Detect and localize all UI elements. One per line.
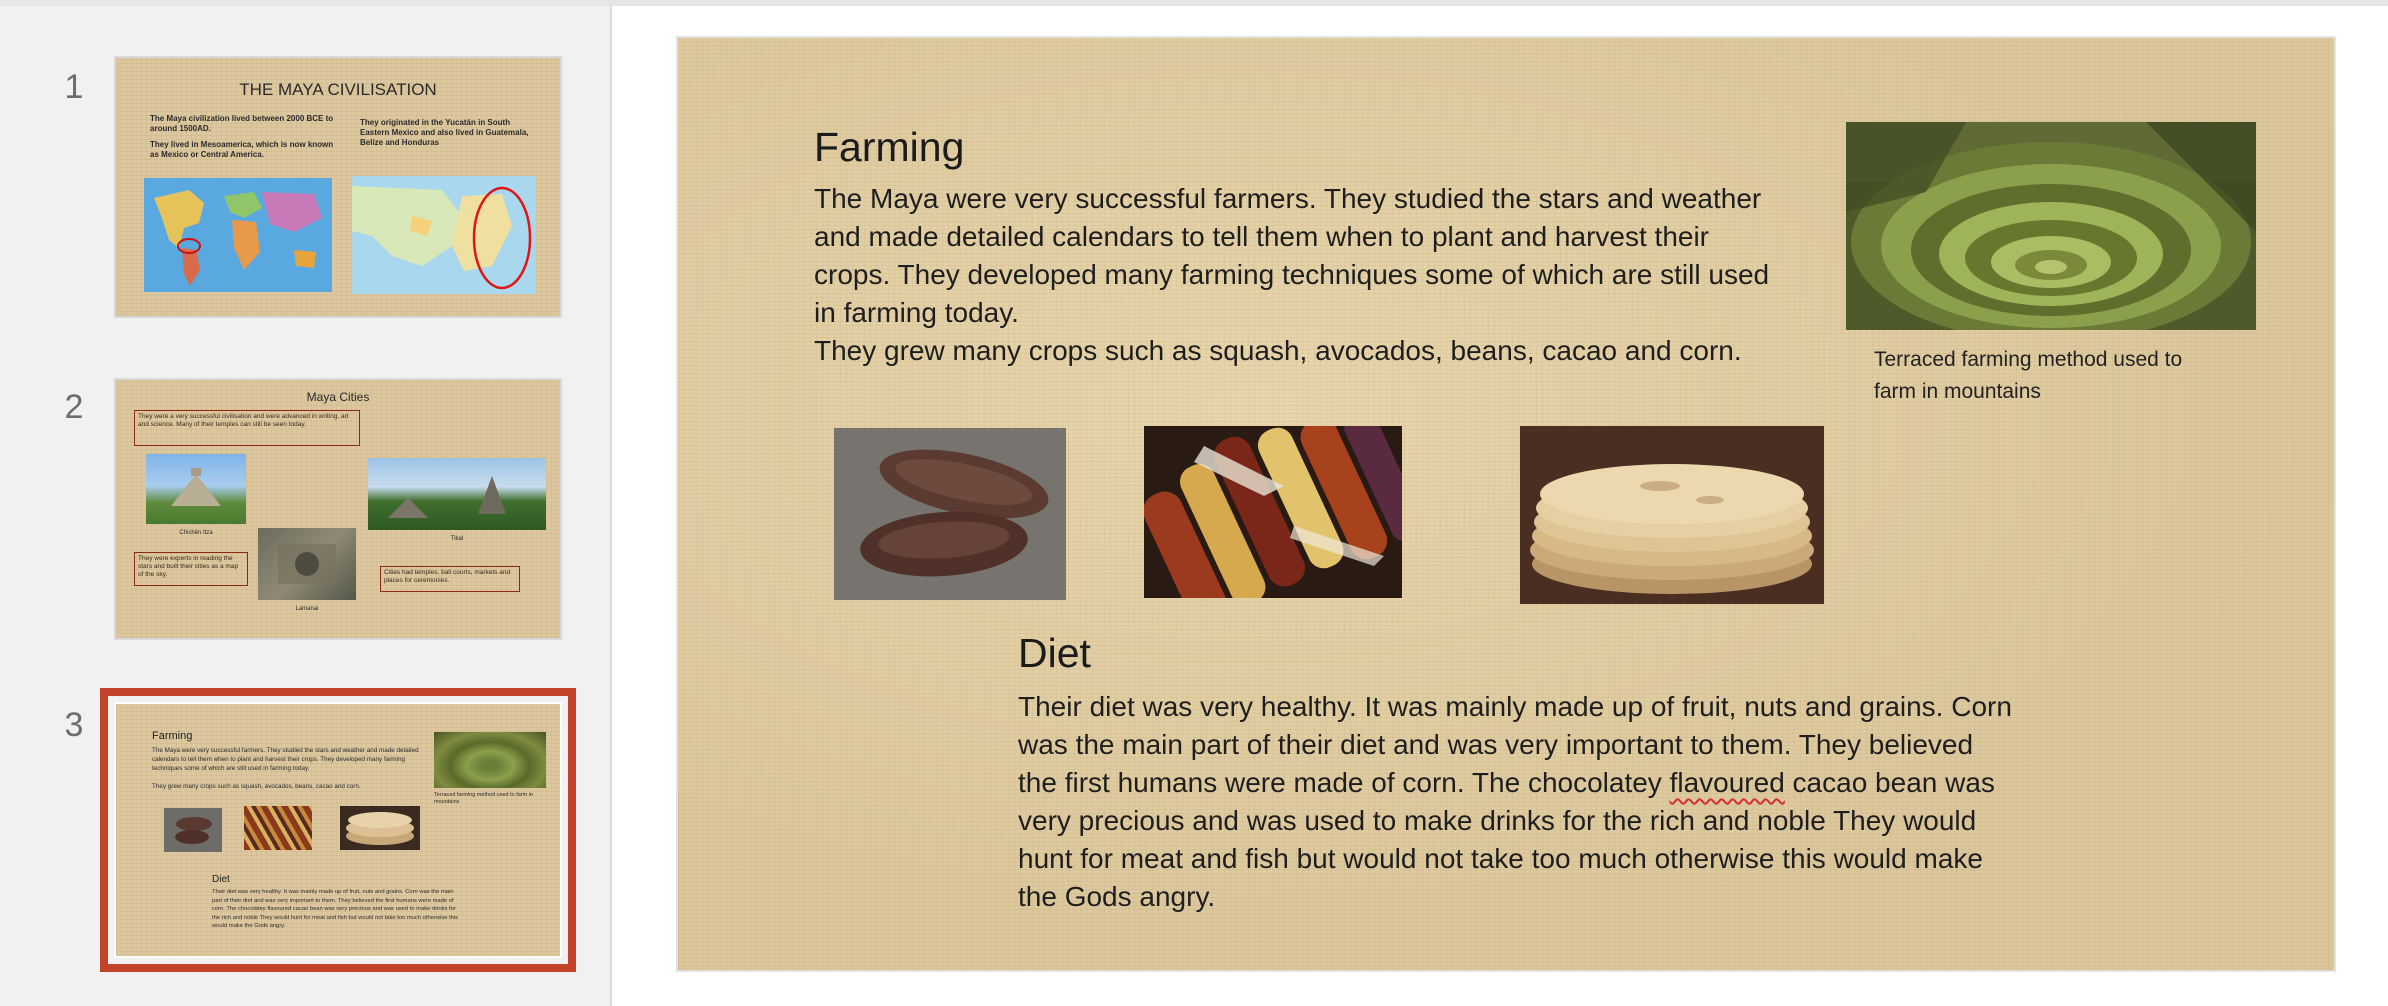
thumb-3-farming-text: The Maya were very successful farmers. They studied the stars and weather and made detailed calendars to tell them when to plant and harvest their crops. They developed many farming techniques some of which are still used in farming today. — [152, 747, 419, 772]
thumb-2-caption-3: Lamanai — [295, 606, 319, 612]
slide-thumbnail-2[interactable] — [114, 378, 562, 640]
thumb-1-title: THE MAYA CIVILISATION — [239, 80, 437, 99]
slide-thumbnail-3-selected[interactable] — [114, 702, 562, 958]
thumb-3-corn-photo — [244, 806, 312, 850]
thumb-1-world-map — [144, 178, 332, 292]
thumb-1-region-map — [352, 176, 536, 294]
diet-line: the Gods angry. — [1018, 881, 1216, 912]
thumb-3-tortilla-photo — [340, 806, 420, 850]
thumb-2-caption-2: Tikal — [450, 536, 464, 542]
diet-line-3-start: the first humans were made of corn. The chocolatey — [1018, 767, 1670, 798]
farming-line: The Maya were very successful farmers. They studied the stars and weather — [814, 183, 1762, 214]
slide-canvas[interactable] — [678, 38, 2334, 970]
diet-line-3 — [1018, 764, 2038, 802]
slide-number-1: 1 — [64, 68, 84, 106]
thumb-1-text-right: They originated in the Yucatán in South Eastern Mexico and also lived in Guatemala, Belize and Honduras — [360, 118, 529, 147]
maize-cobs-image[interactable] — [1144, 426, 1402, 598]
spellcheck-flagged-word[interactable]: flavoured — [1669, 767, 1785, 798]
tortillas-image[interactable] — [1520, 426, 1824, 604]
cacao-pods-image[interactable] — [834, 428, 1066, 600]
diet-line: very precious and was used to make drinks for the rich and noble They would — [1018, 805, 1977, 836]
thumb-3-cacao-photo — [164, 808, 222, 852]
farming-line: They grew many crops such as squash, avocados, beans, cacao and corn. — [814, 335, 1742, 366]
farming-line: and made detailed calendars to tell them when to plant and harvest their — [814, 221, 1710, 252]
terrace-caption-line-2: farm in mountains — [1874, 380, 2041, 403]
thumb-2-box-top: They were a very successful civilisation and were advanced in writing, art and science. Many of their temples can still be seen today. — [134, 410, 360, 446]
thumb-2-lamanai-photo — [258, 528, 356, 600]
thumb-2-tikal-photo — [368, 458, 546, 530]
thumb-3-caption: Terraced farming method used to farm in mountains — [434, 792, 534, 805]
farming-line: crops. They developed many farming techniques some of which are still used — [814, 259, 1770, 290]
thumb-3-diet-text: Their diet was very healthy. It was mainly made up of fruit, nuts and grains. Corn was the main part of their diet and was very important to them. They believed the first humans were made of corn. The chocolatey flavoured cacao bean was very precious and was used to make drinks for the rich and noble They would hunt for meat and fish but would not take too much otherwise this would make the Gods angry. — [212, 889, 459, 929]
slide-number-3: 3 — [64, 706, 84, 744]
thumb-1-text-left-2: They lived in Mesoamerica, which is now known as Mexico or Central America. — [150, 140, 334, 159]
thumb-1-text-left-1: The Maya civilization lived between 2000 BCE to around 1500AD. — [150, 114, 334, 133]
diet-line: hunt for meat and fish but would not take too much otherwise this would make — [1018, 843, 1983, 874]
farming-line: in farming today. — [814, 297, 1019, 328]
thumb-3-diet-title: Diet — [212, 874, 230, 885]
thumb-2-title: Maya Cities — [306, 390, 370, 404]
thumb-2-pyramid-photo — [146, 454, 246, 524]
thumb-3-terrace-photo — [434, 732, 546, 788]
diet-text-box[interactable] — [1018, 688, 2038, 916]
slide-thumbnail-1[interactable] — [114, 56, 562, 318]
thumb-2-box-right: Cities had temples, ball courts, markets and places for ceremonies. — [380, 566, 520, 592]
thumb-2-box-left: They were experts in reading the stars and built their cities as a map of the sky. — [134, 552, 248, 586]
terrace-caption[interactable] — [1874, 344, 2294, 408]
terrace-farming-image[interactable] — [1846, 122, 2256, 330]
farming-heading[interactable]: Farming — [814, 124, 965, 170]
thumb-3-farming-title: Farming — [152, 730, 193, 742]
thumb-3-farming-text-2: They grew many crops such as squash, avocados, beans, cacao and corn. — [152, 783, 361, 790]
diet-heading[interactable]: Diet — [1018, 630, 1091, 676]
diet-line: Their diet was very healthy. It was mainly made up of fruit, nuts and grains. Corn — [1018, 691, 2012, 722]
diet-line: was the main part of their diet and was very important to them. They believed — [1018, 729, 1974, 760]
slide-number-2: 2 — [64, 388, 84, 426]
diet-line-3-end: cacao bean was — [1784, 767, 1995, 798]
slide-thumbnail-panel[interactable] — [0, 6, 612, 1006]
farming-text-box[interactable] — [814, 180, 1794, 370]
terrace-caption-line-1: Terraced farming method used to — [1874, 348, 2183, 371]
thumb-2-caption-1: Chichén Itza — [179, 530, 213, 536]
